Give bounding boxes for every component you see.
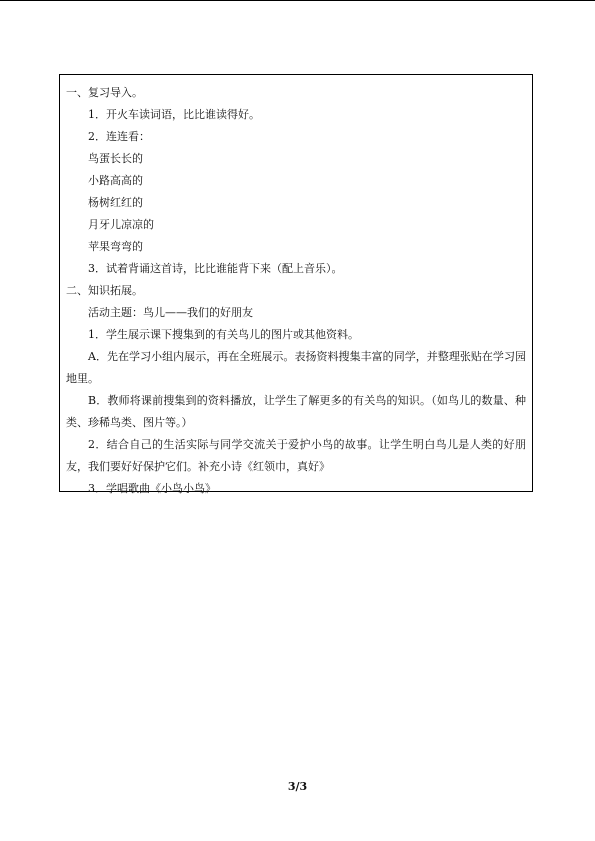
lesson-content-table xyxy=(59,74,533,495)
section2-item-b: B．教师将课前搜集到的资料播放，让学生了解更多的有关鸟的知识。（如鸟儿的数量、种类、珍稀鸟类、图片等。） xyxy=(66,394,526,429)
section2-item2: 2．结合自己的生活实际与同学交流关于爱护小鸟的故事。让学生明白鸟儿是人类的好朋友，我们要好好保护它们。补充小诗《红领巾，真好》 xyxy=(66,438,526,473)
top-rule xyxy=(0,0,595,1)
section1-item1: 1．开火车读词语，比比谁读得好。 xyxy=(88,108,260,121)
section2-item1: 1．学生展示课下搜集到的有关鸟儿的图片或其他资料。 xyxy=(88,328,359,341)
page-number: 3/3 xyxy=(287,780,308,793)
phrase-item: 苹果弯弯的 xyxy=(88,240,143,253)
section2-heading: 二、知识拓展。 xyxy=(66,284,143,297)
phrase-item: 鸟蛋长长的 xyxy=(88,152,143,165)
phrase-item: 杨树红红的 xyxy=(88,196,143,209)
section2-item-a: A．先在学习小组内展示，再在全班展示。表扬资料搜集丰富的同学，并整理张贴在学习园地里。 xyxy=(66,350,526,385)
phrase-item: 月牙儿凉凉的 xyxy=(88,218,154,231)
activity-theme: 活动主题：鸟儿——我们的好朋友 xyxy=(88,306,253,319)
section2-item3: 3．学唱歌曲《小鸟小鸟》 xyxy=(88,482,216,495)
section1-item2: 2．连连看： xyxy=(88,130,150,143)
section1-heading: 一、复习导入。 xyxy=(66,86,143,99)
phrase-item: 小路高高的 xyxy=(88,174,143,187)
section1-item3: 3．试着背诵这首诗，比比谁能背下来（配上音乐）。 xyxy=(88,262,343,275)
